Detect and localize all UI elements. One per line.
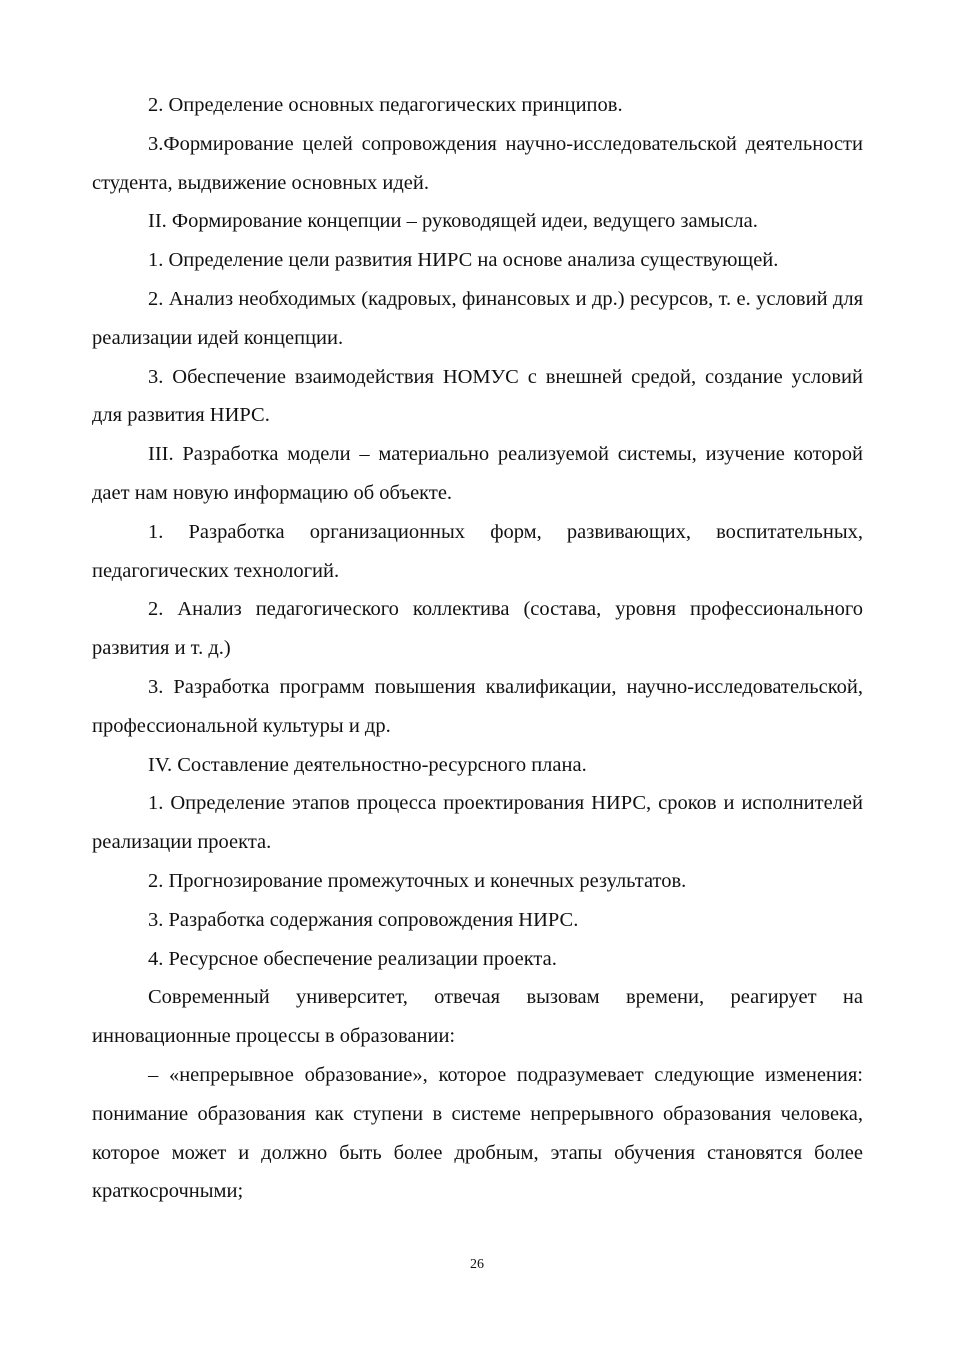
- paragraph: 2. Анализ педагогического коллектива (состава, уровня профессионального развития и т. д.): [92, 598, 863, 660]
- paragraph: 1. Разработка организационных форм, развивающих, воспитательных, педагогических технологий.: [92, 520, 863, 582]
- paragraph: 3. Разработка содержания сопровождения НИРС.: [148, 908, 579, 931]
- paragraph: 4. Ресурсное обеспечение реализации проекта.: [148, 947, 557, 970]
- paragraph: 1. Определение этапов процесса проектирования НИРС, сроков и исполнителей реализации проекта.: [92, 792, 863, 854]
- paragraph: 2. Прогнозирование промежуточных и конечных результатов.: [148, 869, 687, 892]
- paragraph: 3.Формирование целей сопровождения научно-исследовательской деятельности студента, выдвижение основных идей.: [92, 132, 863, 194]
- paragraph: II. Формирование концепции – руководящей идеи, ведущего замысла.: [148, 210, 758, 233]
- document-body: [92, 86, 863, 1211]
- paragraph: III. Разработка модели – материально реализуемой системы, изучение которой дает нам новую информацию об объекте.: [92, 443, 863, 504]
- paragraph: Современный университет, отвечая вызовам времени, реагирует на инновационные процессы в образовании:: [92, 986, 863, 1048]
- paragraph: 3. Обеспечение взаимодействия НОМУС с внешней средой, создание условий для развития НИРС.: [92, 365, 863, 427]
- paragraph: IV. Составление деятельностно-ресурсного плана.: [148, 753, 587, 776]
- paragraph: 2. Определение основных педагогических принципов.: [148, 94, 623, 116]
- paragraph: 3. Разработка программ повышения квалификации, научно-исследовательской, профессиональной культуры и др.: [92, 675, 863, 737]
- paragraph: 2. Анализ необходимых (кадровых, финансовых и др.) ресурсов, т. е. условий для реализации идей концепции.: [92, 287, 863, 349]
- paragraph: – «непрерывное образование», которое подразумевает следующие изменения: понимание образования как ступени в системе непрерывного образования человека, которое может и должно быть более дробным, этапы обучения становятся более краткосрочными;: [92, 1063, 863, 1203]
- page-number: 26: [470, 1257, 484, 1272]
- paragraph: 1. Определение цели развития НИРС на основе анализа существующей.: [148, 249, 779, 272]
